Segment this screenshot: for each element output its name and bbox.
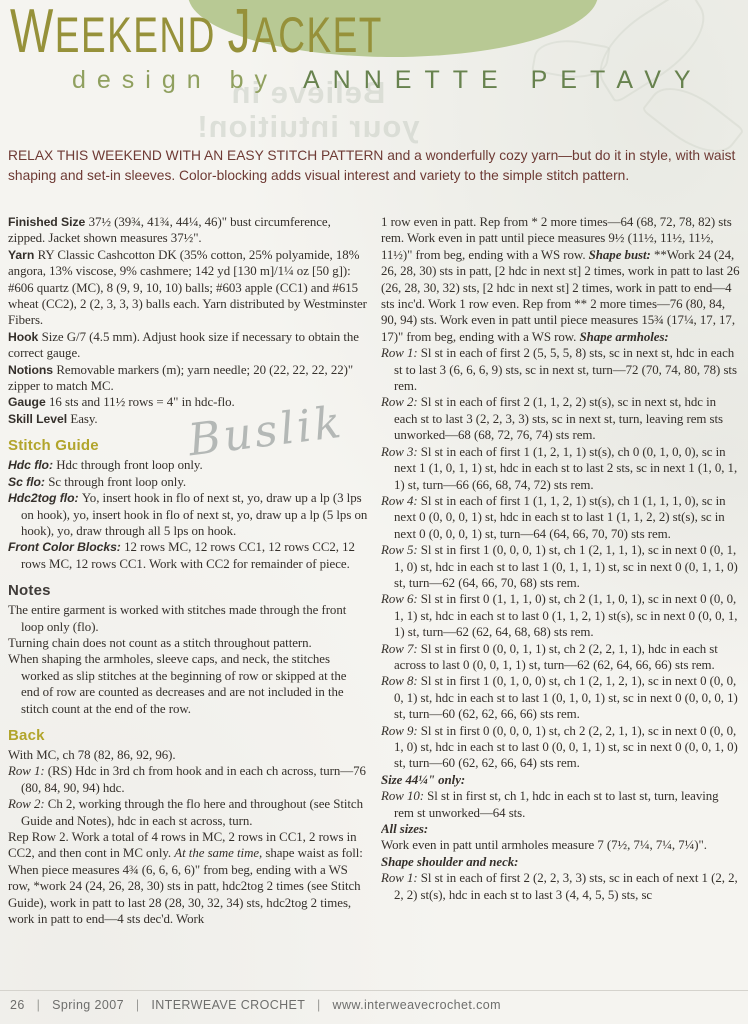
paragraph bbox=[8, 635, 368, 651]
bleedthrough-line: your intuition! bbox=[196, 109, 420, 144]
title-text: W bbox=[10, 0, 55, 66]
paragraph bbox=[8, 411, 368, 427]
text-segment: Finished Size bbox=[8, 215, 89, 229]
text-segment: Skill Level bbox=[8, 411, 71, 426]
paragraph bbox=[8, 474, 368, 490]
text-segment: Sl st in first 0 (0, 0, 0, 1) st, ch 2 (2, 2, 1, 1), sc in next 0 (0, 0, 1, 0) st, hdc in each st to last 0 (0, 0, 1, 1) st, sc in next 0 (0, 0, 1, 0) st, turn—60 (62, 62, 66, 64) sts rem. bbox=[394, 723, 738, 771]
paragraph bbox=[8, 796, 368, 829]
text-segment: 37½ (39¾, 41¾, 44¼, 46)" bust circumference, zipped. Jacket shown measures 37½". bbox=[8, 215, 331, 246]
paragraph bbox=[8, 457, 368, 473]
text-segment: Row 9: bbox=[381, 723, 421, 738]
paragraph bbox=[381, 444, 741, 493]
paragraph bbox=[8, 394, 368, 410]
text-segment: Sl st in each of first 2 (2, 2, 3, 3) sts, sc in each of next 1 (2, 2, 2, 2) st(s), hdc in each st to last 3 (4, 4, 5, 5) sts, sc bbox=[394, 871, 738, 902]
text-segment: Sl st in each of first 2 (5, 5, 5, 8) sts, sc in next st, hdc in each st to last 3 (6, 6, 6, 9) sts, sc in next st, turn—72 (70, 74, 80, 78) sts rem. bbox=[394, 346, 737, 394]
paragraph bbox=[8, 362, 368, 395]
text-segment: All sizes: bbox=[381, 822, 429, 837]
watermark: Buslik bbox=[185, 396, 347, 467]
paragraph bbox=[381, 493, 741, 542]
text-segment: Work even in patt until armholes measure 7 (7½, 7¼, 7¼, 7¼)". bbox=[381, 838, 707, 853]
text-segment: Front Color Blocks: bbox=[8, 540, 125, 555]
paragraph bbox=[381, 772, 741, 788]
paragraph bbox=[381, 345, 741, 394]
paragraph bbox=[381, 723, 741, 772]
paragraph bbox=[8, 329, 368, 362]
byline-prefix: design by bbox=[72, 66, 279, 94]
paragraph bbox=[381, 542, 741, 591]
title-text: ACKET bbox=[252, 7, 383, 63]
page-title bbox=[10, 0, 514, 67]
footer-divider: | bbox=[36, 998, 41, 1012]
text-segment: Hdc through front loop only. bbox=[56, 458, 203, 473]
paragraph bbox=[8, 490, 368, 539]
paragraph bbox=[381, 870, 741, 903]
text-segment: 1 row even in patt. Rep from * 2 more times—64 (68, 72, 78, 82) sts rem. Work even in patt until piece measures 9½ (11½, 11½, 11½, 11½)" from beg, ending with a WS row. bbox=[381, 215, 732, 262]
text-segment: Ch 2, working through the flo here and throughout (see Stitch Guide and Notes), hdc in each st across, turn. bbox=[21, 797, 363, 828]
paragraph bbox=[381, 788, 741, 821]
text-segment: Yo, insert hook in flo of next st, yo, draw up a lp (3 lps on hook), yo, insert hook in flo of next st, yo, draw up a lp (5 lps on hook), yo, draw through all 5 lps on hook. bbox=[21, 491, 368, 538]
issue-date: Spring 2007 bbox=[52, 998, 124, 1012]
text-segment: Gauge bbox=[8, 395, 50, 410]
paragraph bbox=[8, 214, 368, 247]
text-segment: Sl st in each of first 1 (1, 2, 1, 1) st(s), ch 0 (0, 1, 0, 0), sc in next 1 (1, 0, 1, 1) st, hdc in each st to last 2 sts, sc in next 1 (1, 0, 1, 1) st, turn—66 (66, 68, 74, 72) sts rem. bbox=[394, 444, 738, 492]
text-segment: Size 44¼" only: bbox=[381, 772, 466, 787]
text-segment: Row 10: bbox=[381, 789, 428, 804]
text-segment: Sc through front loop only. bbox=[48, 474, 187, 489]
paragraph bbox=[381, 837, 741, 853]
text-segment: Removable markers (m); yarn needle; 20 (22, 22, 22, 22)" zipper to match MC. bbox=[8, 362, 354, 394]
paragraph bbox=[381, 214, 741, 345]
text-segment: Sl st in first 0 (1, 1, 1, 0) st, ch 2 (1, 1, 0, 1), sc in next 0 (0, 0, 1, 1) st, hdc in each st to last 0 (1, 1, 2, 1) st(s), sc in next 0 (0, 0, 1, 1) st, turn—62 (62, 64, 68, 68) sts rem. bbox=[394, 592, 738, 640]
text-segment: At the same time bbox=[174, 846, 260, 861]
paragraph bbox=[8, 539, 368, 572]
section-heading: Stitch Guide bbox=[8, 437, 99, 455]
text-segment: Sl st in first 1 (0, 0, 0, 1) st, ch 1 (2, 1, 1, 1), sc in next 0 (0, 1, 1, 0) st, hdc in each st to last 1 (0, 1, 1, 1) st, sc in next 0 (0, 1, 1, 0) st, turn—62 (64, 66, 70, 68) sts rem. bbox=[394, 543, 738, 590]
text-segment: Sl st in first 1 (0, 1, 0, 0) st, ch 1 (2, 1, 2, 1), sc in next 0 (0, 0, 0, 1) st, hdc in each st to last 1 (0, 1, 0, 1) st, sc in next 0 (0, 0, 0, 1) st, turn—60 (62, 62, 66, 66) sts rem. bbox=[394, 674, 738, 722]
footer-divider: | bbox=[316, 998, 321, 1012]
text-segment: Row 2: bbox=[8, 797, 48, 812]
footer bbox=[0, 990, 748, 1012]
text-segment: Turning chain does not count as a stitch throughout pattern. bbox=[8, 635, 312, 650]
text-segment: RY Classic Cashcotton DK (35% cotton, 25% polyamide, 18% angora, 13% viscose, 9% cashmere; 142 yd [130 m]/1¼ oz [50 g]): #606 quartz (MC), 8 (9, 9, 10, 10) balls; #603 apple (CC1) and #615 wheat (CC2), 2 (2, 3, 3, 3) balls each. Yarn distributed by Westminster Fibers. bbox=[8, 247, 367, 328]
text-segment: Hook bbox=[8, 329, 42, 344]
text-segment: Shape bust: bbox=[588, 247, 651, 262]
title-text: J bbox=[227, 0, 253, 66]
text-segment: When shaping the armholes, sleeve caps, and neck, the stitches worked as slip stitches at the beginning of row or skipped at the end of row are counted as decreases and are not included in the stitch count at the end of the row. bbox=[8, 652, 347, 716]
text-segment: Rep Row 2. Work a total of 4 rows in MC, 2 rows in CC1, 2 rows in CC2, and then cont in MC only. bbox=[8, 830, 357, 861]
text-segment: 12 rows MC, 12 rows CC1, 12 rows CC2, 12 rows MC, 12 rows CC1. Work with CC2 for remainder of piece. bbox=[21, 540, 355, 571]
article-columns bbox=[8, 214, 742, 988]
paragraph bbox=[381, 821, 741, 837]
footer-divider: | bbox=[135, 998, 140, 1012]
text-segment: Row 1: bbox=[381, 346, 421, 361]
text-segment: Sc flo: bbox=[8, 474, 49, 489]
text-segment: Shape armholes: bbox=[579, 329, 669, 344]
text-segment: **Work 24 (24, 26, 28, 30) sts in patt, [2 hdc in next st] 2 times, work in patt to last 26 (26, 28, 30, 32) sts, [2 hdc in next st] 2 times, work in patt to end—4 sts inc'd. Work 1 row even. Rep from ** 2 more times—76 (80, 84, 90, 94) sts. Work even in patt until piece measures 15¾ (17¼, 17, 17, 17)" from beg, ending with a WS row. bbox=[381, 247, 740, 344]
text-segment: 16 sts and 11½ rows = 4" in hdc-flo. bbox=[49, 395, 235, 410]
section-heading: Back bbox=[8, 726, 45, 744]
intro-paragraph bbox=[8, 146, 742, 185]
text-segment: With MC, ch 78 (82, 86, 92, 96). bbox=[8, 747, 176, 762]
text-segment: Sl st in first 0 (0, 0, 1, 1) st, ch 2 (2, 2, 1, 1), hdc in each st across to last 0 (0, 0, 1, 1) st, turn—62 (62, 64, 66, 66) sts rem. bbox=[394, 641, 718, 672]
designer-name: ANNETTE PETAVY bbox=[302, 66, 704, 94]
text-segment: Size G/7 (4.5 mm). Adjust hook size if necessary to obtain the correct gauge. bbox=[8, 329, 359, 361]
text-segment: Notions bbox=[8, 362, 57, 377]
byline bbox=[72, 66, 704, 95]
text-segment: Row 3: bbox=[381, 444, 421, 459]
text-segment: Hdc flo: bbox=[8, 458, 57, 473]
right-column bbox=[381, 214, 741, 988]
text-segment: Row 6: bbox=[381, 592, 421, 607]
title-text: EEKEND bbox=[54, 7, 216, 63]
text-segment: Row 5: bbox=[381, 543, 421, 558]
paragraph bbox=[8, 247, 368, 329]
paragraph bbox=[8, 747, 368, 763]
text-segment: Sl st in first st, ch 1, hdc in each st to last st, turn, leaving rem st unworked—64 sts. bbox=[394, 789, 719, 820]
paragraph bbox=[8, 763, 368, 796]
text-segment: Hdc2tog flo: bbox=[8, 491, 82, 506]
paragraph bbox=[8, 602, 368, 635]
left-column bbox=[8, 214, 368, 988]
paragraph bbox=[381, 673, 741, 722]
bleedthrough-line: Believe in bbox=[230, 75, 386, 110]
paragraph bbox=[8, 651, 368, 717]
paragraph bbox=[381, 591, 741, 640]
section-heading: Notes bbox=[8, 582, 51, 600]
text-segment: Row 7: bbox=[381, 641, 421, 656]
text-segment: Easy. bbox=[70, 411, 98, 426]
text-segment: Row 8: bbox=[381, 674, 421, 689]
text-segment: Shape shoulder and neck: bbox=[381, 854, 519, 869]
text-segment: , shape waist as foll: When piece measures 4¾ (6, 6, 6, 6)" from beg, ending with a WS row, *work 24 (24, 26, 28, 30) sts in patt, hdc2tog 2 times (see Stitch Guide), work in patt to last 28 (28, 30, 32, 34) sts, hdc2tog 2 times, work in patt to end—4 sts dec'd. Work bbox=[8, 846, 363, 927]
text-segment: Sl st in each of first 2 (1, 1, 2, 2) st(s), sc in next st, hdc in each st to last 3 (2, 2, 3, 3) sts, sc in next st, turn, leaving rem sts unworked—68 (68, 72, 76, 74) sts rem. bbox=[394, 395, 724, 443]
paragraph bbox=[8, 829, 368, 927]
intro-rest: and a wonderfully cozy yarn—but do it in style, with waist shaping and set-in sleeves. Color-blocking adds visual interest and variety to the simple stitch pattern. bbox=[8, 148, 736, 183]
text-segment: Row 2: bbox=[381, 395, 421, 410]
text-segment: Sl st in each of first 1 (1, 1, 2, 1) st(s), ch 1 (1, 1, 1, 0), sc in next 0 (0, 0, 0, 1) st, hdc in each st to last 1 (1, 1, 2, 2) st(s), sc in next 0 (0, 0, 0, 1) st, turn—64 (64, 66, 70, 70) sts rem. bbox=[394, 493, 726, 541]
paragraph bbox=[381, 641, 741, 674]
intro-lead: RELAX THIS WEEKEND WITH AN EASY STITCH PATTERN bbox=[8, 148, 384, 163]
paragraph bbox=[381, 394, 741, 443]
magazine-name: INTERWEAVE CROCHET bbox=[151, 998, 306, 1012]
website-url: www.interweavecrochet.com bbox=[332, 998, 501, 1012]
paragraph bbox=[381, 854, 741, 870]
text-segment: Row 4: bbox=[381, 493, 421, 508]
page-number: 26 bbox=[10, 998, 25, 1012]
text-segment: The entire garment is worked with stitches made through the front loop only (flo). bbox=[8, 603, 347, 634]
text-segment: (RS) Hdc in 3rd ch from hook and in each ch across, turn—76 (80, 84, 90, 94) hdc. bbox=[21, 764, 366, 795]
text-segment: Row 1: bbox=[381, 871, 421, 886]
text-segment: Row 1: bbox=[8, 764, 48, 779]
text-segment: Yarn bbox=[8, 247, 38, 262]
